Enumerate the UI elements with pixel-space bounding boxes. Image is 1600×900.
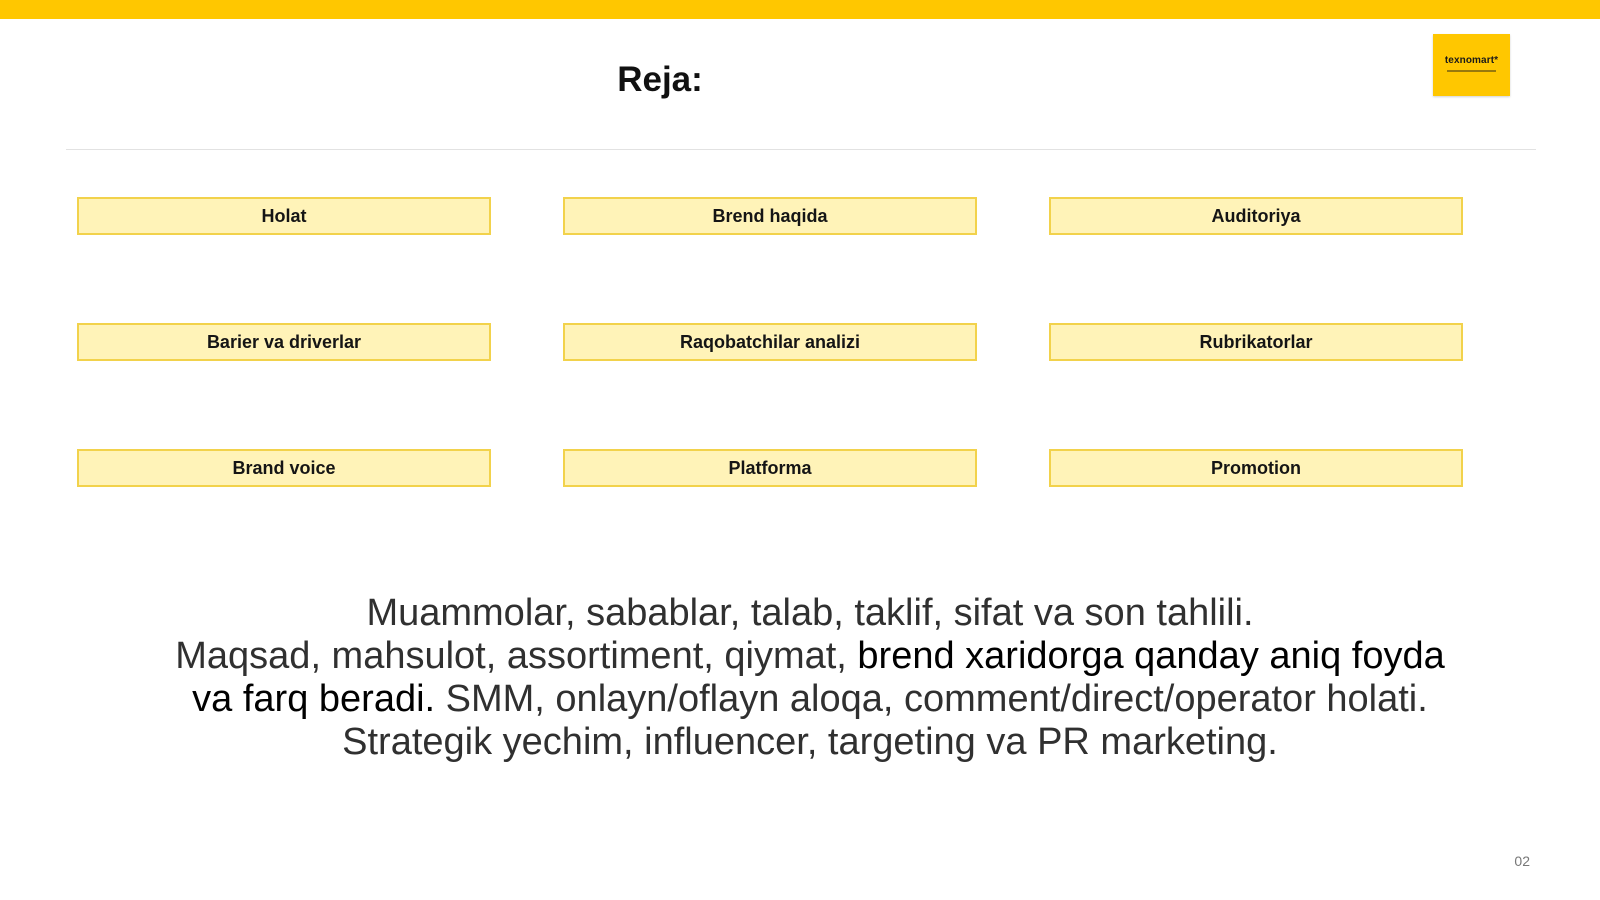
logo-tagline-mark (1447, 70, 1496, 72)
plan-item-brand-voice: Brand voice (77, 449, 491, 487)
logo-text: texnomart* (1444, 55, 1499, 66)
texnomart-logo-icon (1433, 34, 1510, 96)
page-number: 02 (1514, 853, 1530, 869)
plan-item-promotion: Promotion (1049, 449, 1463, 487)
summary-line-2-emphasis: brend xaridorga qanday aniq foyda (857, 635, 1445, 677)
plan-item-platforma: Platforma (563, 449, 977, 487)
plan-item-brend-haqida: Brend haqida (563, 197, 977, 235)
summary-line-4-text: Strategik yechim, influencer, targeting va PR marketing. (342, 721, 1278, 763)
page-title: Reja: (617, 60, 703, 99)
summary-line-4 (80, 721, 1540, 764)
summary-line-3 (80, 678, 1540, 721)
top-accent-bar (0, 0, 1600, 19)
plan-item-auditoriya: Auditoriya (1049, 197, 1463, 235)
plan-item-raqobatchilar-analizi: Raqobatchilar analizi (563, 323, 977, 361)
summary-line-3-regular: SMM, onlayn/oflayn aloqa, comment/direct/operator holati. (435, 678, 1428, 720)
summary-line-3-emphasis: va farq beradi. (192, 678, 436, 720)
plan-item-barier-va-driverlar: Barier va driverlar (77, 323, 491, 361)
plan-grid (77, 197, 1465, 489)
summary-text (80, 592, 1540, 764)
summary-line-1 (80, 592, 1540, 635)
summary-line-2 (80, 635, 1540, 678)
summary-line-2-regular: Maqsad, mahsulot, assortiment, qiymat, (175, 635, 858, 677)
plan-item-holat: Holat (77, 197, 491, 235)
header-divider (66, 149, 1536, 150)
plan-item-rubrikatorlar: Rubrikatorlar (1049, 323, 1463, 361)
summary-line-1-text: Muammolar, sabablar, talab, taklif, sifat va son tahlili. (366, 592, 1254, 634)
